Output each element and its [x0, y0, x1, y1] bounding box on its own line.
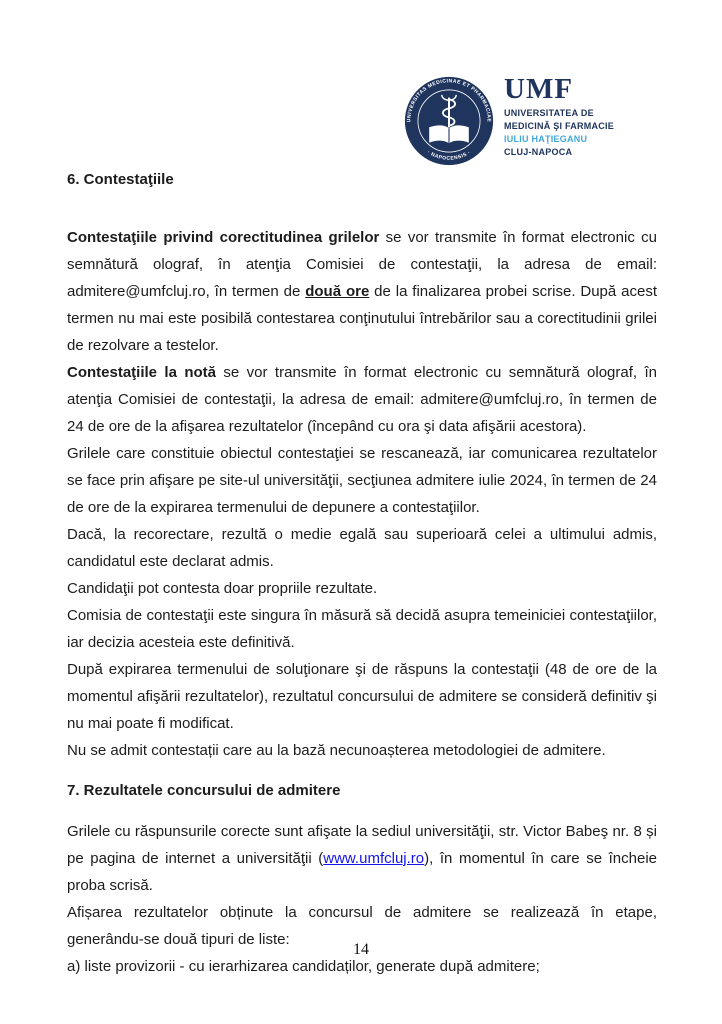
paragraph-lead-bold: Contestaţiile la notă — [67, 364, 217, 381]
paragraph-rezultat-definitiv: După expirarea termenului de soluţionare şi de răspuns la contestaţii (48 de ore de la momentul afişării rezultatelor), rezultatul concursului de admitere se consideră definitiv şi nu mai poate fi modificat. — [67, 661, 657, 732]
paragraph-text: Grilele cu răspunsurile corecte sunt afişate la sediul universităţii, str. Victor Babeş nr. 8 și pe pagina de internet a universităţii ( — [67, 823, 657, 867]
umf-name-line-2: MEDICINĂ ŞI FARMACIE — [504, 121, 615, 131]
two-hours-emphasis: două ore — [305, 283, 370, 300]
paragraph-contestatii-nota — [67, 359, 657, 440]
umf-name-line-1: UNIVERSITATEA DE — [504, 108, 594, 118]
section-7-heading: 7. Rezultatele concursului de admitere — [67, 782, 341, 799]
paragraph-contestatii-grile — [67, 224, 657, 359]
umf-name-line-4: CLUJ-NAPOCA — [504, 147, 573, 157]
section-6-heading: 6. Contestaţiile — [67, 171, 174, 188]
paragraph-rescanare: Grilele care constituie obiectul contestaţiei se rescanează, iar comunicarea rezultatelor se face prin afişare pe site-ul universităţii, secţiunea admitere iulie 2024, în termen de 24 de ore de la expirarea termenului de depunere a contestaţiilor. — [67, 445, 657, 516]
seal-ring-text-bottom: · NAPOCENSIS · — [426, 149, 472, 162]
paragraph-afisare-etape: Afișarea rezultatelor obținute la concursul de admitere se realizează în etape, generându-se două tipuri de liste: — [67, 904, 657, 948]
paragraph-lead-bold: Contestaţiile privind corectitudinea grilelor — [67, 229, 380, 246]
paragraph-text: se vor transmite în format electronic cu semnătură olograf, în atenţia Comisiei de contestaţii, la adresa de email: admitere@umfcluj.ro, în termen de — [67, 229, 657, 300]
page-number: 14 — [353, 941, 369, 958]
paragraph-liste-provizorii: a) liste provizorii - cu ierarhizarea candidaților, generate după admitere; — [67, 958, 540, 975]
umf-seal-icon — [404, 76, 494, 166]
umf-logo-text — [504, 73, 615, 159]
paragraph-comisia-decizie: Comisia de contestaţii este singura în măsură să decidă asupra temeiniciei contestaţiilor, iar decizia acesteia este definitivă. — [67, 607, 657, 651]
umf-acronym: UMF — [504, 73, 574, 105]
paragraph-grile-afisate — [67, 818, 657, 899]
paragraph-propriile-rezultate: Candidaţii pot contesta doar propriile rezultate. — [67, 580, 378, 597]
paragraph-text: de la finalizarea probei scrise. După acest termen nu mai este posibilă contestarea conţinutului întrebărilor sau a corectitudinii grilei de rezolvare a testelor. — [67, 283, 657, 354]
paragraph-text: ), în momentul în care se încheie proba scrisă. — [67, 850, 657, 894]
paragraph-necunoastere-metodologie: Nu se admit contestații care au la bază necunoașterea metodologiei de admitere. — [67, 742, 606, 759]
paragraph-text: se vor transmite în format electronic cu semnătură olograf, în atenţia Comisiei de contestaţii, la adresa de email: admitere@umfcluj.ro, în termen de 24 de ore de la afişarea rezultatelor (începând cu ora şi data afişării acestora). — [67, 364, 657, 435]
umf-name-line-3: IULIU HAŢIEGANU — [504, 134, 588, 144]
seal-ring-text-top: UNIVERSITAS MEDICINAE ET PHARMACIAE — [406, 78, 492, 123]
paragraph-recorectare: Dacă, la recorectare, rezultă o medie egală sau superioară celei a ultimului admis, candidatul este declarat admis. — [67, 526, 657, 570]
umf-logo — [404, 73, 615, 166]
umfcluj-link[interactable]: www.umfcluj.ro — [323, 850, 425, 867]
document-content — [67, 166, 657, 980]
